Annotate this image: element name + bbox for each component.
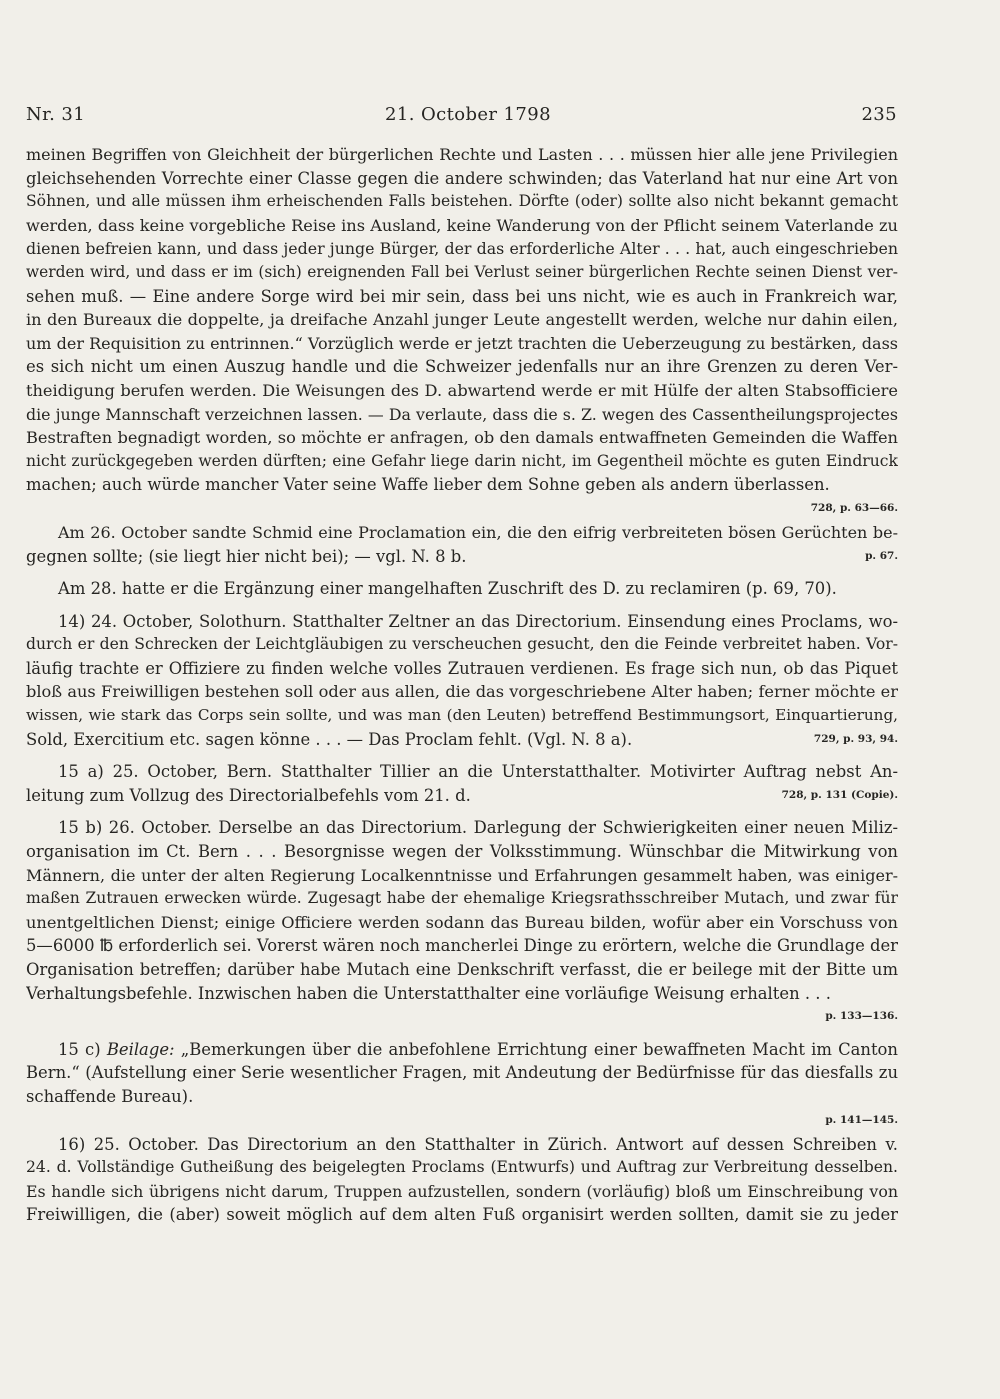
- paragraph-entry-15a: [26, 760, 898, 807]
- text-line: Am 28. hatte er die Ergänzung einer mangelhaften Zuschrift des D. zu reclamiren (p. 69, 70).: [58, 579, 837, 599]
- paragraph-reclamation: [26, 577, 898, 601]
- paragraph-schmid: [26, 521, 898, 568]
- text-line: wissen, wie stark das Corps sein sollte, und was man (den Leuten) betreffend Bestimmungsort, Einquartierung,: [26, 706, 898, 725]
- page-header: [26, 104, 897, 130]
- paragraph-entry-16: [26, 1133, 898, 1227]
- text-line: 24. d. Vollständige Gutheißung des beigelegten Proclams (Entwurfs) und Auftrag zur Verbreitung desselben.: [26, 1158, 898, 1177]
- text-line: läufig trachte er Offiziere zu finden welche volles Zutrauen verdienen. Es frage sich nun, ob das Piquet: [26, 658, 898, 678]
- text-line: organisation im Ct. Bern . . . Besorgnisse wegen der Volksstimmung. Wünschbar die Mitwirkung von: [26, 842, 898, 862]
- page-number: 235: [861, 104, 897, 125]
- text-segment: leitung zum Vollzug des Directorialbefehls vom 21. d.: [26, 785, 471, 805]
- text-line: [26, 728, 898, 752]
- text-line: [26, 545, 898, 569]
- text-line: dienen befreien kann, und dass jeder junge Bürger, der das erforderliche Alter . . . hat, auch eingeschrieben: [26, 239, 898, 259]
- paragraph-entry-14: [26, 610, 898, 752]
- text-line: Es handle sich übrigens nicht darum, Truppen aufzustellen, sondern (vorläufig) bloß um Einschreibung von: [26, 1181, 898, 1201]
- source-reference: 728, p. 131 (Copie).: [781, 788, 898, 801]
- text-line: Männern, die unter der alten Regierung Localkenntnisse und Erfahrungen gesammelt haben, was einiger-: [26, 865, 898, 885]
- source-reference: 728, p. 63—66.: [810, 501, 898, 514]
- text-segment: Verhaltungsbefehle. Inzwischen haben die Unterstatthalter eine vorläufige Weisung erhalten . . .: [26, 983, 831, 1003]
- text-line: [26, 982, 898, 1029]
- text-line: 16) 25. October. Das Directorium an den Statthalter in Zürich. Antwort auf dessen Schreiben v.: [58, 1134, 898, 1154]
- source-reference: p. 141—145.: [825, 1113, 898, 1126]
- text-segment: gegnen sollte; (sie liegt hier nicht bei); — vgl. N. 8 b.: [26, 546, 467, 566]
- text-line: Söhnen, und alle müssen ihm erheischenden Falls beistehen. Dörfte (oder) sollte also nicht bekannt gemacht: [26, 192, 898, 211]
- text-line: machen; auch würde mancher Vater seine Waffe lieber dem Sohne geben als andern überlassen.: [26, 475, 830, 495]
- text-line: Am 26. October sandte Schmid eine Proclamation ein, die den eifrig verbreiteten bösen Gerüchten be-: [58, 522, 898, 542]
- text-line: in den Bureaux die doppelte, ja dreifache Anzahl junger Leute angestellt werden, welche nur dahin eilen,: [26, 310, 898, 330]
- text-line: unentgeltlichen Dienst; einige Officiere werden sodann das Bureau bilden, wofür aber ein Vorschuss von: [26, 912, 898, 932]
- source-reference: 729, p. 93, 94.: [813, 732, 898, 745]
- text-line: Bern.“ (Aufstellung einer Serie wesentlicher Fragen, mit Andeutung der Bedürfnisse für das diesfalls zu: [26, 1063, 898, 1083]
- text-line: um der Requisition zu entrinnen.“ Vorzüglich werde er jetzt trachten die Ueberzeugung zu bestärken, dass: [26, 333, 898, 353]
- text-segment: Sold, Exercitium etc. sagen könne . . . — Das Proclam fehlt. (Vgl. N. 8 a).: [26, 729, 633, 749]
- paragraph-entry-15b: [26, 816, 898, 1028]
- text-line: 15 a) 25. October, Bern. Statthalter Tillier an die Unterstatthalter. Motivirter Auftrag nebst An-: [58, 762, 898, 782]
- text-line: 5—6000 ℔ erforderlich sei. Vorerst wären noch mancherlei Dinge zu erörtern, welche die Grundlage der: [26, 936, 898, 956]
- text-line: [26, 784, 898, 808]
- entry-number: 15 c): [58, 1039, 107, 1059]
- text-line: 15 b) 26. October. Derselbe an das Directorium. Darlegung der Schwierigkeiten einer neuen Miliz-: [58, 818, 898, 838]
- text-line: bloß aus Freiwilligen bestehen soll oder aus allen, die das vorgeschriebene Alter haben; ferner möchte er: [26, 682, 898, 702]
- source-reference: p. 67.: [865, 549, 898, 562]
- beilage-label: Beilage:: [106, 1039, 175, 1059]
- document-number: Nr. 31: [26, 104, 86, 125]
- text-line: meinen Begriffen von Gleichheit der bürgerlichen Rechte und Lasten . . . müssen hier alle jene Privilegien: [26, 145, 898, 164]
- text-line: 14) 24. October, Solothurn. Statthalter Zeltner an das Directorium. Einsendung eines Proclams, wo-: [58, 611, 898, 631]
- paragraph-entry-15c: [26, 1038, 898, 1127]
- text-line: sehen muß. — Eine andere Sorge wird bei mir sein, dass bei uns nicht, wie es auch in Frankreich war,: [26, 286, 898, 306]
- text-line: die junge Mannschaft verzeichnen lassen. — Da verlaute, dass die s. Z. wegen des Cassentheilungsprojectes: [26, 404, 898, 424]
- text-line: es sich nicht um einen Auszug handle und die Schweizer jedenfalls nur an ihre Grenzen zu deren Ver-: [26, 357, 898, 377]
- text-line: werden wird, und dass er im (sich) ereignenden Fall bei Verlust seiner bürgerlichen Rechte seinen Dienst ver-: [26, 262, 898, 281]
- text-line: maßen Zutrauen erwecken würde. Zugesagt habe der ehemalige Kriegsrathsschreiber Mutach, und zwar für: [26, 889, 898, 908]
- page-body: [26, 143, 898, 1227]
- paragraph-continuation: [26, 143, 898, 515]
- text-line: durch er den Schrecken der Leichtgläubigen zu verscheuchen gesucht, den die Feinde verbreitet haben. Vor-: [26, 635, 898, 654]
- text-line: Bestraften begnadigt worden, so möchte er anfragen, ob den damals entwaffneten Gemeinden die Waffen: [26, 428, 898, 448]
- text-line: werden, dass keine vorgebliche Reise ins Ausland, keine Wanderung von der Pflicht seinem Vaterlande zu: [26, 215, 898, 235]
- text-line: Freiwilligen, die (aber) soweit möglich auf dem alten Fuß organisirt werden sollten, damit sie zu jeder: [26, 1205, 898, 1225]
- text-line: gleichsehenden Vorrechte einer Classe gegen die andere schwinden; das Vaterland hat nur eine Art von: [26, 168, 898, 188]
- text-line: theidigung berufen werden. Die Weisungen des D. abwartend werde er mit Hülfe der alten Stabsofficiere: [26, 380, 898, 400]
- document-date: 21. October 1798: [385, 104, 551, 125]
- text-line: [26, 1038, 898, 1062]
- text-segment: „Bemerkungen über die anbefohlene Errichtung einer bewaffneten Macht im Canton: [174, 1039, 898, 1059]
- source-reference: p. 133—136.: [825, 1010, 898, 1023]
- text-line: schaffende Bureau).: [26, 1086, 194, 1106]
- text-line: nicht zurückgegeben werden dürften; eine Gefahr liege darin nicht, im Gegentheil möchte es guten Eindruck: [26, 451, 898, 470]
- text-line: Organisation betreffen; darüber habe Mutach eine Denkschrift verfasst, die er beilege mit der Bitte um: [26, 960, 898, 979]
